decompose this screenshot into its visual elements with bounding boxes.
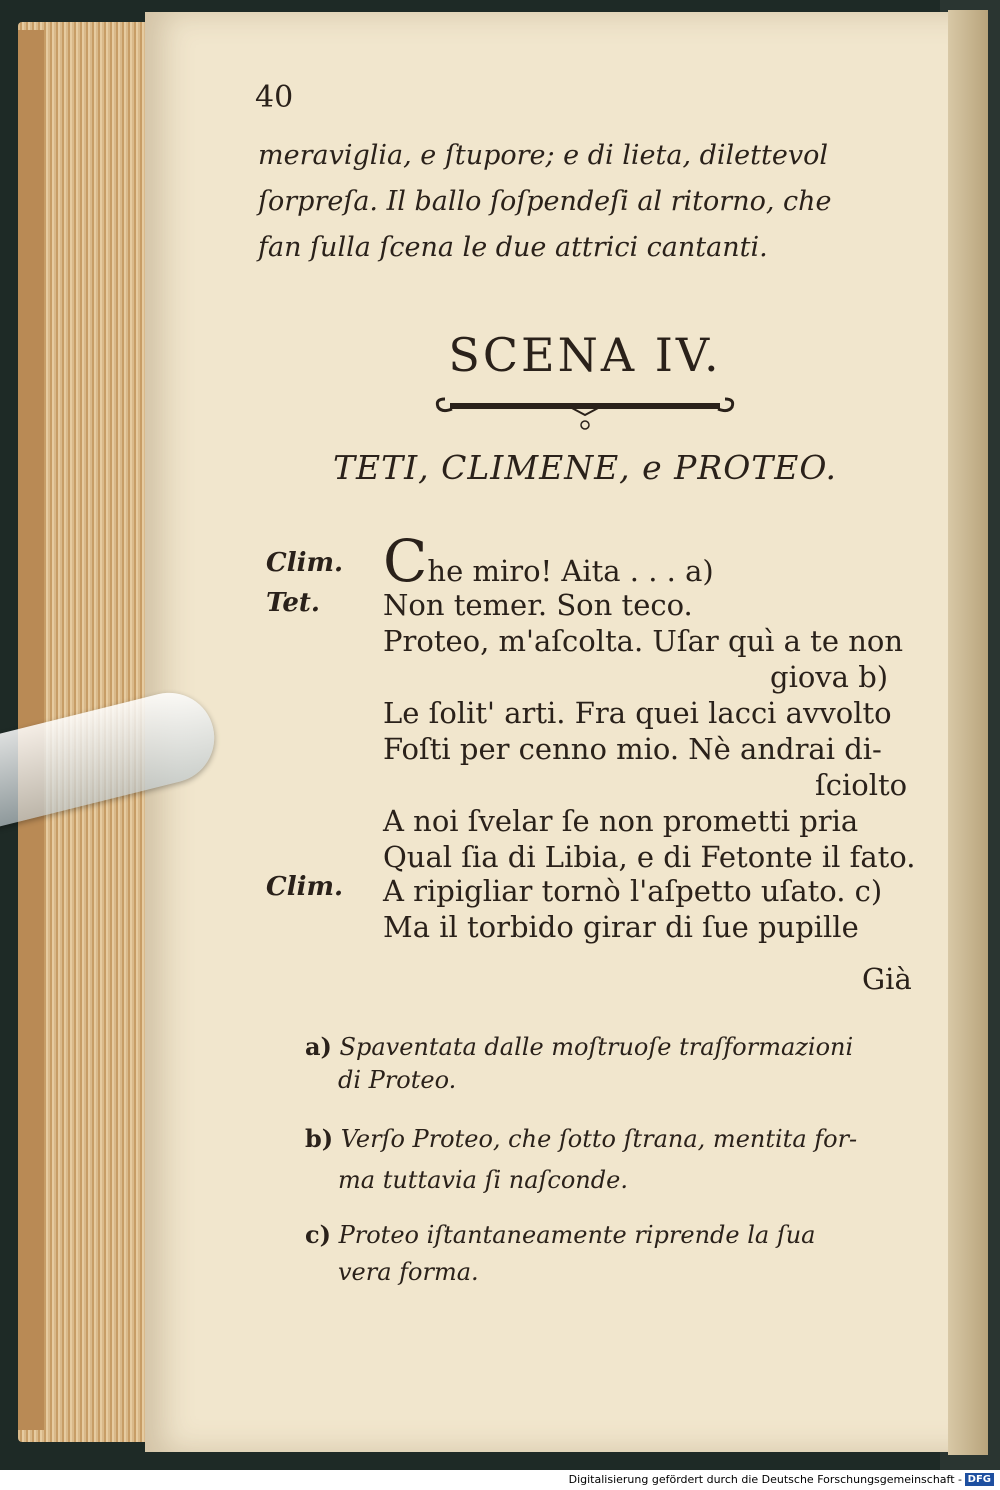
verse-line-5: Foſti per cenno mio. Nè andrai di- xyxy=(383,732,882,766)
verse-line-8: A ripigliar tornò l'aſpetto uſato. c) xyxy=(383,874,883,908)
footnote-a-cont: di Proteo. xyxy=(338,1066,457,1094)
verse-line-3: Proteo, m'aſcolta. Uſar quì a te non xyxy=(383,624,904,658)
ornament-divider xyxy=(430,385,740,433)
verse-line-3-cont: giova b) xyxy=(770,660,889,694)
drop-cap: C xyxy=(383,527,428,595)
footnote-a xyxy=(305,1032,853,1061)
verse-line-9: Ma il torbido girar di ſue pupille xyxy=(383,910,859,944)
page-number: 40 xyxy=(255,80,294,115)
scene-title: SCENA IV. xyxy=(448,328,722,382)
verse-line-5-cont: ſciolto xyxy=(815,768,908,802)
speaker-clim-1: Clim. xyxy=(266,548,344,578)
footnote-c xyxy=(305,1220,816,1249)
verse-line-4: Le ſolit' arti. Fra quei lacci avvolto xyxy=(383,696,892,730)
footnote-b-text: Verſo Proteo, che ſotto ſtrana, mentita for- xyxy=(340,1125,858,1153)
footnote-a-text: Spaventata dalle moſtruoſe traſformazioni xyxy=(339,1033,854,1061)
footnote-b-cont: ma tuttavia ſi naſconde. xyxy=(338,1166,628,1194)
footnote-a-label: a) xyxy=(305,1032,332,1061)
verse-line-7: Qual ſia di Libia, e di Fetonte il fato. xyxy=(383,840,916,874)
footer-bar xyxy=(0,1470,1000,1490)
catchword: Già xyxy=(862,962,912,996)
verse-line-6: A noi ſvelar ſe non prometti pria xyxy=(383,804,859,838)
speaker-tet: Tet. xyxy=(266,588,320,618)
character-list: TETI, CLIMENE, e PROTEO. xyxy=(333,448,837,487)
footnote-b xyxy=(305,1124,857,1153)
footnote-c-label: c) xyxy=(305,1220,331,1249)
footnote-c-cont: vera forma. xyxy=(338,1258,479,1286)
intro-line-2: ſorpreſa. Il ballo ſoſpendeſi al ritorno, che xyxy=(258,186,832,217)
verse-line-1 xyxy=(383,527,714,595)
page-right-edge xyxy=(948,10,988,1455)
intro-line-3: fan ſulla ſcena le due attrici cantanti. xyxy=(258,232,768,263)
speaker-clim-2: Clim. xyxy=(266,872,344,902)
intro-line-1: meraviglia, e ſtupore; e di lieta, dilettevol xyxy=(258,140,828,171)
footer-credit: Digitalisierung gefördert durch die Deutsche Forschungsgemeinschaft - xyxy=(568,1473,962,1486)
verse-line-2: Non temer. Son teco. xyxy=(383,588,693,622)
footnote-c-text: Proteo iſtantaneamente riprende la ſua xyxy=(338,1221,816,1249)
footnote-b-label: b) xyxy=(305,1124,334,1153)
dfg-logo: DFG xyxy=(965,1473,994,1486)
verse-line-1-text: he miro! Aita . . . a) xyxy=(427,554,714,588)
